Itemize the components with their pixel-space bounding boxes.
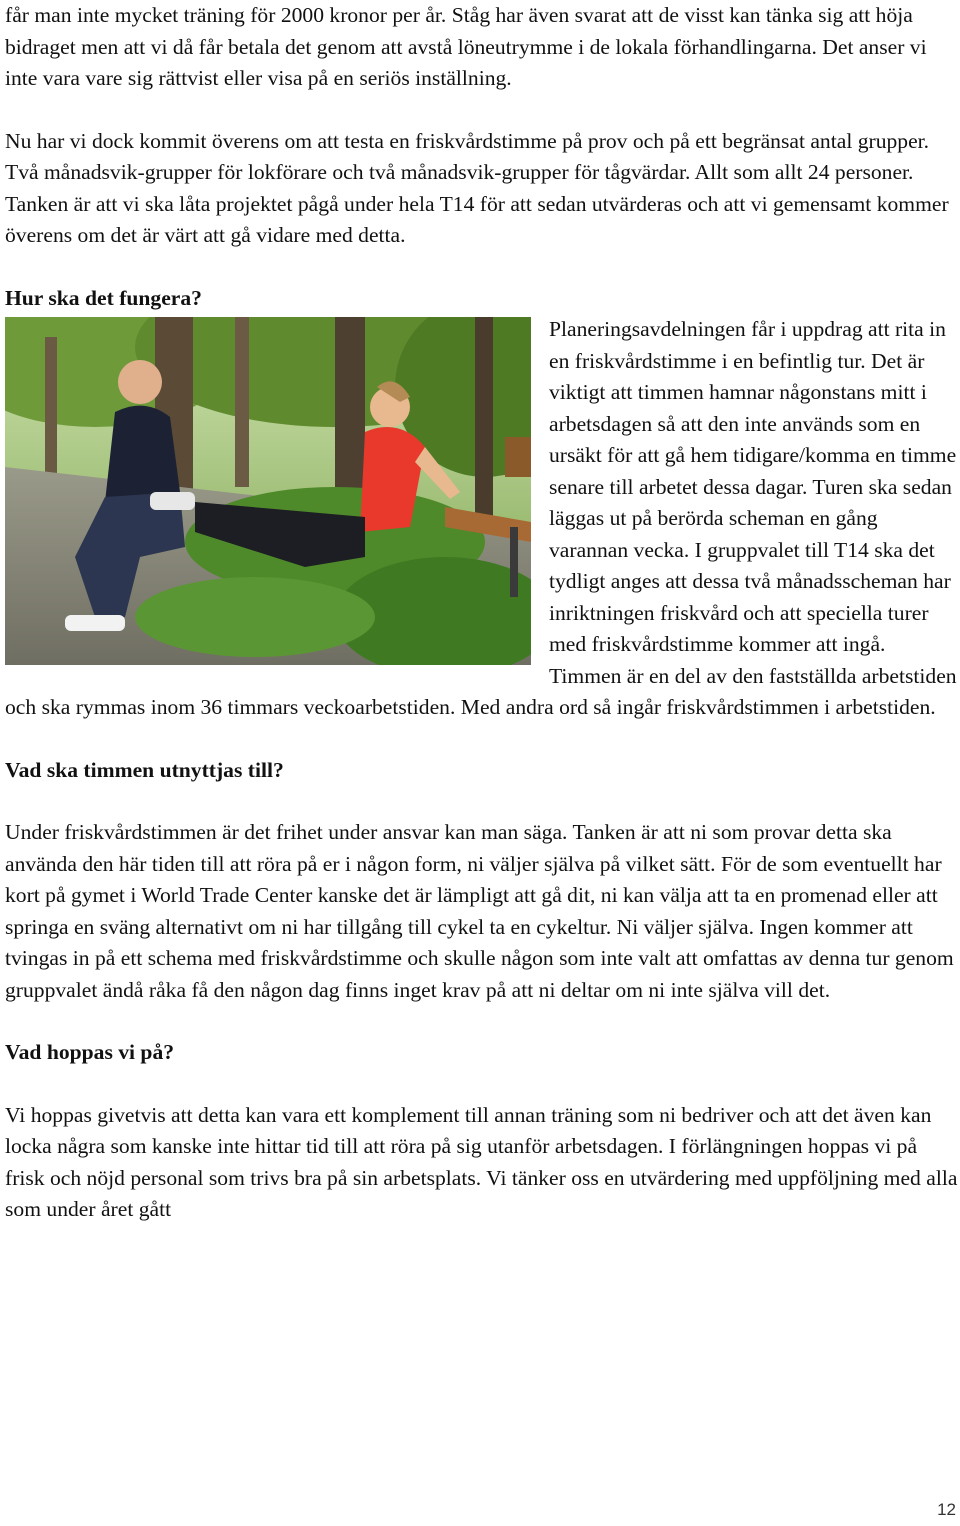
- paragraph-agreement: Nu har vi dock kommit överens om att testa en friskvårdstimme på prov och på ett begränsat antal grupper. Två månadsvik-grupper för lokförare och två månadsvik-grupper för tågvärdar. Allt som allt 24 personer. Tanken är att vi ska låta projektet pågå under hela T14 för att sedan utvärderas och att vi gemensamt kommer överens om det är värt att gå vidare med detta.: [5, 128, 949, 247]
- paragraph-freedom: Under friskvårdstimmen är det frihet under ansvar kan man säga. Tanken är att ni som provar detta ska använda den här tiden till att röra på er i någon form, ni väljer själva på vilket sätt. För de som eventuellt har kort på gymet i World Trade Center kanske det är lämpligt att gå dit, ni kan välja att ta en promenad eller att springa en sväng alternativt om ni har tillgång till cykel ta en cykeltur. Ni väljer själva. Ingen kommer att tvingas in på ett schema med friskvårdstimme och skulle någon som inte valt att omfattas av denna tur genom gruppvalet ändå råka få den någon dag finns inget krav på att ni deltar om ni inte själva vill det.: [5, 820, 954, 1002]
- paragraph-planning: Planeringsavdelningen får i uppdrag att rita in en friskvårdstimme i en befintlig tur. Det är viktigt att timmen hamnar någonstans mitt i arbetsdagen så att den inte används som en ursäkt för att gå hem tidigare/komma en timme senare till arbetet dessa dagar. Turen ska sedan läggas ut på berörda scheman en gång varannan vecka. I gruppvalet till T14 ska det tydligt anges att dessa två månadsscheman har inriktningen friskvård och att speciella turer med friskvårdstimme kommer att ingå. Timmen är en del av den fastställda arbetstiden och ska rymmas inom 36 timmars veckoarbetstiden. Med andra ord så ingår friskvårdstimmen i arbetstiden.: [5, 317, 957, 719]
- exercise-photo: [5, 317, 531, 665]
- paragraph-hopes: Vi hoppas givetvis att detta kan vara ett komplement till annan träning som ni bedriver och att det även kan locka några som kanske inte hittar tid till att röra på sig utanför arbetsdagen. I förlängningen hoppas vi på frisk och nöjd personal som trivs bra på sin arbetsplats. Vi tänker oss en utvärdering med uppföljning med alla som under året gått: [5, 1102, 958, 1221]
- heading-usage: Vad ska timmen utnyttjas till?: [5, 757, 284, 782]
- heading-hopes: Vad hoppas vi på?: [5, 1040, 175, 1064]
- page-number: 12: [937, 1500, 956, 1519]
- paragraph-intro: får man inte mycket träning för 2000 kronor per år. Ståg har även svarat att de visst kan tänka sig att höja bidraget men att vi då får betala det genom att avstå löneutrymme i de lokala förhandlingarna. Det anser vi inte vara vare sig rättvist eller visa på en seriös inställning.: [5, 3, 927, 90]
- document-page: [5, 0, 958, 1226]
- heading-how-it-works: Hur ska det fungera?: [5, 285, 202, 310]
